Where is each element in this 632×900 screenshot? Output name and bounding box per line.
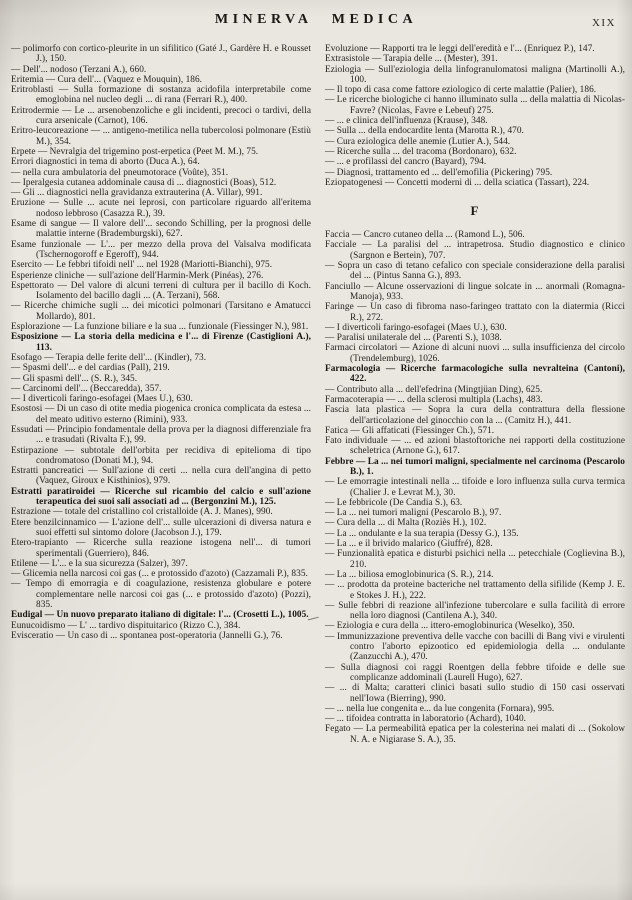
index-entry: Farmacoterapia — ... della sclerosi multipla (Lachs), 483.	[325, 394, 543, 405]
index-entry: Espettorato — Del valore di alcuni terreni di cultura per il bacillo di Koch. Isolamento del bacillo dagli ... (A. Terzani), 568.	[11, 280, 311, 302]
index-entry: Eziopatogenesi — Concetti moderni di ... della sciatica (Tassart), 224.	[325, 177, 590, 188]
index-entry: Estrazione — totale del cristallino col cristalloide (A. J. Manes), 990.	[11, 507, 273, 518]
index-entry: Eunucoidismo — L' ... tardivo dispituitarico (Rizzo C.), 384.	[11, 620, 241, 631]
index-entry: — Il topo di casa come fattore eziologico di certe malattie (Palier), 186.	[325, 85, 597, 96]
index-entry: Fato individuale — ... ed azioni blastoftoriche nei rapporti della costituzione scheletrica (Arnone G.), 617.	[325, 436, 625, 457]
index-entry: — Carcinomi dell'... (Beccaredda), 357.	[11, 383, 162, 394]
index-entry: Evoluzione — Rapporti tra le leggi dell'eredità e l'... (Enriquez P.), 147.	[325, 44, 595, 54]
index-entry: Estratti paratiroidei — Ricerche sul ricambio del calcio e sull'azione terapeutica dei suoi sali associati ad ... (Bergonzini M.), 125.	[11, 486, 311, 508]
index-columns	[11, 44, 625, 745]
index-entry: Fegato — La permeabilità epatica per la colesterina nei malati di ... (Sokolow N. A. e Nigiarase S. A.), 35.	[325, 724, 625, 745]
index-entry: — Ricerche chimiche sugli ... dei micotici polmonari (Tarsitano e Amatucci Mollardo), 801.	[11, 301, 311, 322]
index-entry: Estratti pancreatici — Sull'azione di certi ... nella cura dell'angina di petto (Vaquez, Giroux e Kisthinios), 979.	[11, 466, 311, 487]
index-entry: — Paralisi unilaterale del ... (Parenti S.), 1038.	[325, 333, 502, 344]
index-entry: Extrasistole — Tarapia delle ... (Mester), 391.	[325, 54, 498, 65]
index-entry: — ... e profilassi del cancro (Bayard), 794.	[325, 157, 487, 168]
index-entry: — Dell'... nodoso (Terzani A.), 660.	[11, 64, 147, 75]
index-entry: — ... e clinica dell'influenza (Krause), 348.	[325, 116, 488, 127]
journal-title: MINERVA MEDICA	[214, 12, 418, 27]
index-entry: — ... nella lue congenita e... da lue congenita (Fornara), 995.	[325, 703, 555, 714]
index-entry: Esperienze cliniche — sull'azione dell'Harmin-Merk (Pinéas), 276.	[11, 270, 264, 281]
index-entry: — Cura della ... di Malta (Roziès H.), 102.	[325, 518, 487, 529]
index-entry: — Spasmi dell'... e del cardias (Pall), 219.	[11, 363, 170, 374]
index-entry: — Immunizzazione preventiva delle vacche con bacilli di Bang vivi e virulenti contro l'aborto epizootico ed epidemiologia della ... ondulante (Zanzucchi A.), 470.	[325, 631, 625, 663]
index-entry: — I diverticoli faringo-esofagei (Maes U.), 630.	[11, 394, 193, 405]
index-entry: Fatica — Gli affaticati (Fiessinger Ch.), 571.	[325, 425, 495, 436]
index-entry: Farmaci circolatori — Azione di alcuni nuovi ... sulla insufficienza del circolo (Trendelemburg), 1026.	[325, 343, 625, 364]
index-entry: — ... prodotta da proteine bacteriche nel trattamento della sifilide (Kemp J. E. e Stokes J. H.), 222.	[325, 580, 625, 601]
index-entry: — Ricerche sulla ... del tracoma (Bordonaro), 632.	[325, 146, 517, 157]
index-entry: Estirpazione — subtotale dell'orbita per recidiva di epitelioma di tipo condromatoso (Donati M.), 94.	[11, 445, 311, 466]
index-entry: Faccia — Cancro cutaneo della ... (Ramond L.), 506.	[325, 230, 525, 241]
index-entry: — Le febbricole (De Candia S.), 63.	[325, 497, 463, 508]
index-entry: Fascia lata plastica — Sopra la cura della contrattura della flessione dell'articolazione del ginocchio con la ... (Camitz H.), 441.	[325, 405, 625, 426]
index-entry: Eritemia — Cura dell'... (Vaquez e Mouquin), 186.	[11, 74, 203, 85]
index-entry: Essudati — Principio fondamentale della prova per la diagnosi differenziale fra ... e trasudati (Rivalta F.), 99.	[11, 424, 311, 446]
index-entry: — Glicemia nella narcosi coi gas (... e protossido d'azoto) (Cazzamali P.), 835.	[11, 569, 308, 580]
index-entry: — La ... ondulante e la sua terapia (Dessy G.), 135.	[325, 528, 519, 539]
index-entry: Febbre — La ... nei tumori maligni, specialmente nel carcinoma (Pescarolo B.), 1.	[325, 456, 625, 477]
section-letter: F	[470, 203, 480, 219]
index-entry: Facciale — La paralisi del ... intrapetrosa. Studio diagnostico e clinico (Sargnon e Bertein), 707.	[325, 240, 625, 261]
index-entry: Etere benzilcinnamico — L'azione dell'... sulle ulcerazioni di diversa natura e suoi effetti sul sintomo dolore (Jacobson J.), 179.	[11, 517, 311, 538]
index-entry: Eritroblasti — Sulla formazione di sostanza acidofila interpretabile come emoglobina nel nucleo degli ... di rana (Ferrari R.), 400.	[11, 85, 311, 106]
index-entry: Erpete — Nevralgia del trigemino post-erpetica (Peet M. M.), 75.	[11, 146, 259, 157]
index-entry: — Sulle febbri di reazione all'infezione tubercolare e sulla facilità di errore nella loro diagnosi (Cantilena A.), 340.	[325, 600, 625, 622]
index-entry: — I diverticoli faringo-esofagei (Maes U.), 630.	[325, 322, 507, 333]
index-entry: Esposizione — La storia della medicina e l'... di Firenze (Castiglioni A.), 113.	[11, 332, 311, 353]
index-entry: Eziologia — Sull'eziologia della linfogranulomatosi maligna (Martinolli A.), 100.	[325, 64, 625, 85]
index-entry: Eudigal — Un nuovo preparato italiano di digitale: l'... (Crosetti L.), 1005.	[11, 610, 309, 621]
index-entry: Esofago — Terapia delle ferite dell'... (Kindler), 73.	[11, 352, 207, 363]
index-entry: Errori diagnostici in tema di aborto (Duca A.), 64.	[11, 157, 200, 168]
index-entry: — La ... e il brivido malarico (Giuffré), 828.	[325, 539, 493, 550]
index-entry: — Le emorragie intestinali nella ... tifoide e loro influenza sulla curva termica (Chalier J. e Levrat M.), 30.	[325, 477, 625, 498]
index-entry: Eritrodermie — Le ... arsenobenzoliche e gli incidenti, precoci o tardivi, della cura arsenicale (Carnot), 106.	[11, 105, 311, 127]
index-entry: Etero-trapianto — Ricerche sulla reazione istogena nell'... di tumori sperimentali (Guerriero), 846.	[11, 538, 311, 559]
index-entry: — Sopra un caso di tetano cefalico con speciale considerazione della paralisi del ... (Pintus Sanna G.), 893.	[325, 261, 625, 282]
index-entry: — Le ricerche biologiche ci hanno illuminato sulla ... della malattia di Nicolas-Favre? (Nicolas, Favre e Lebeuf) 275.	[325, 95, 625, 116]
index-entry: — Diagnosi, trattamento ed ... dell'emofilia (Pickering) 795.	[325, 167, 553, 178]
index-entry: — nella cura ambulatoria del pneumotorace (Voûte), 351.	[11, 167, 229, 178]
index-entry: — La ... nei tumori maligni (Pescarolo B.), 97.	[325, 508, 502, 519]
index-entry: Esercito — Le febbri tifoidi nell' ... nel 1928 (Mariotti-Bianchi), 975.	[11, 260, 273, 271]
index-entry: — Eziologia e cura della ... ittero-emoglobinurica (Weselko), 350.	[325, 621, 575, 632]
index-entry: Farmacologia — Ricerche farmacologiche sulla nevralteina (Cantoni), 422.	[325, 364, 625, 385]
index-entry: — Iperalgesia cutanea addominale causa di ... diagnostici (Boas), 512.	[11, 177, 277, 188]
page-header	[0, 12, 632, 36]
index-column-right	[325, 44, 625, 745]
index-entry: Esame di sangue — Il valore dell'... secondo Schilling, per la prognosi delle malattie interne (Brademburgski), 627.	[11, 219, 311, 240]
index-entry: Etilene — L'... e la sua sicurezza (Salzer), 397.	[11, 558, 188, 569]
index-entry: — Tempo di emorragia e di coagulazione, resistenza globulare e potere complementare nelle narcosi coi gas (... e protossido d'azoto) (Pozzi), 835.	[11, 579, 311, 611]
index-column-left	[11, 44, 311, 745]
index-entry: Esplorazione — La funzione biliare e la sua ... funzionale (Fiessinger N.), 981.	[11, 322, 309, 333]
index-entry: Eruzione — Sulle ... acute nei leprosi, con particolare riguardo all'eritema nodoso lebbroso (Casazza R.), 39.	[11, 198, 311, 219]
index-entry: — Sulla diagnosi coi raggi Roentgen della febbre tifoide e delle sue complicanze addominali (Laurell Hugo), 627.	[325, 662, 625, 683]
index-entry: — Sulla ... della endocardite lenta (Marotta R.), 470.	[325, 126, 524, 137]
index-entry: Eritro-leucoreazione — ... antigeno-metilica nella tubercolosi polmonare (Estiù M.), 354.	[11, 126, 311, 147]
index-entry: — Cura eziologica delle anemie (Lutier A.), 544.	[325, 136, 511, 147]
index-entry: Evisceratio — Un caso di ... spontanea post-operatoria (Jannelli G.), 76.	[11, 630, 283, 641]
index-entry: Esame funzionale — L'... per mezzo della prova del Valsalva modificata (Tschernogoroff e Egeroff), 944.	[11, 239, 311, 260]
index-entry: — La ... biliosa emoglobinurica (S. R.), 214.	[325, 569, 494, 580]
index-entry: — Gli ... diagnostici nella gravidanza extrauterina (A. Villar), 991.	[11, 188, 263, 199]
index-entry: — ... di Malta; caratteri clinici basati sullo studio di 150 casi osservati nell'Iowa (Bierring), 990.	[325, 683, 625, 704]
page-number: XIX	[591, 17, 616, 29]
index-entry: — Funzionalità epatica e disturbi psichici nella ... petecchiale (Coglievina B.), 210.	[325, 549, 625, 570]
index-entry: Esostosi — Di un caso di otite media piogenica cronica complicata da estesa ... del meato uditivo esterno (Rimini), 933.	[11, 404, 311, 425]
index-entry: Fanciullo — Alcune osservazioni di lingue solcate in ... anormali (Romagna-Manoja), 933.	[325, 281, 625, 302]
index-entry: — ... tifoidea contratta in laboratorio (Achard), 1040.	[325, 714, 527, 725]
index-entry: — polimorfo con cortico-pleurite in un sifilitico (Gaté J., Gardère H. e Rousset J.), 150.	[11, 44, 311, 65]
index-entry: Faringe — Un caso di fibroma naso-faringeo trattato con la diatermia (Ricci R.), 272.	[325, 302, 625, 323]
index-entry: — Contributo alla ... dell'efedrina (Mingtjüan Ding), 625.	[325, 384, 543, 395]
index-entry: — Gli spasmi dell'... (S. R.), 345.	[11, 373, 138, 384]
